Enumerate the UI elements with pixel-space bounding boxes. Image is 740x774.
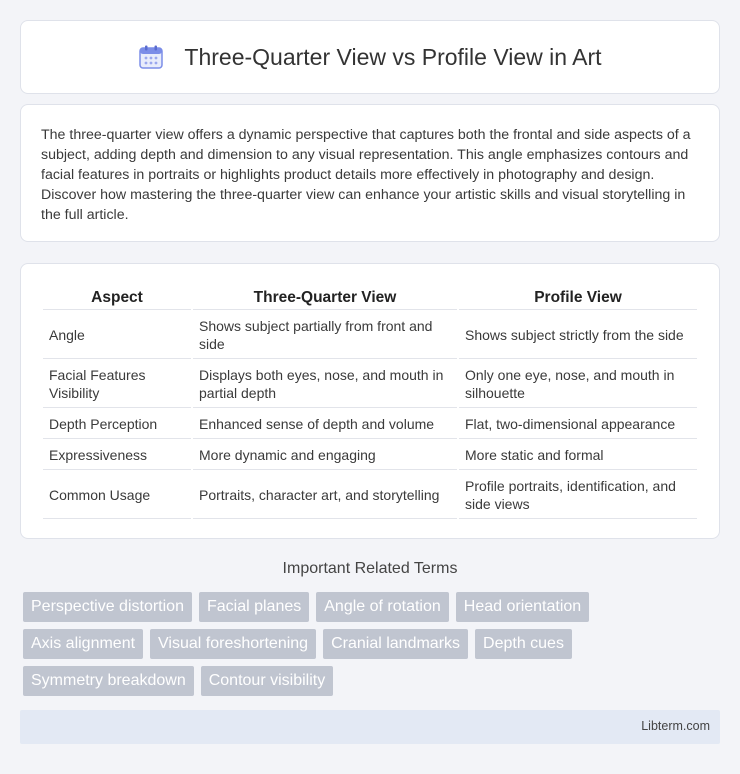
table-cell: Angle: [43, 312, 191, 359]
intro-text: The three-quarter view offers a dynamic perspective that captures both the frontal and side aspects of a subject, adding depth and dimension to any visual representation. This angle emphasizes contours and facial features in portraits or highlights product details more effectively in photography and design. Discover how mastering the three-quarter view can enhance your artistic skills and visual storytelling in the full article.: [41, 127, 691, 223]
table-cell: More static and formal: [459, 441, 697, 470]
term-tag[interactable]: Symmetry breakdown: [23, 666, 194, 696]
table-cell: Flat, two-dimensional appearance: [459, 410, 697, 439]
table-cell: Facial Features Visibility: [43, 361, 191, 408]
term-tag[interactable]: Contour visibility: [201, 666, 333, 696]
table-cell: Only one eye, nose, and mouth in silhouette: [459, 361, 697, 408]
term-tag[interactable]: Visual foreshortening: [150, 629, 316, 659]
table-cell: Shows subject partially from front and side: [193, 312, 457, 359]
comparison-table: [41, 284, 699, 521]
table-cell: Expressiveness: [43, 441, 191, 470]
footer: [20, 710, 720, 744]
term-tag[interactable]: Axis alignment: [23, 629, 143, 659]
term-tag[interactable]: Depth cues: [475, 629, 572, 659]
table-cell: Common Usage: [43, 472, 191, 519]
table-cell: Shows subject strictly from the side: [459, 312, 697, 359]
term-tag[interactable]: Cranial landmarks: [323, 629, 468, 659]
tag-row: [23, 666, 723, 696]
tag-row: [23, 592, 723, 622]
table-row: [43, 472, 697, 519]
table-cell: Depth Perception: [43, 410, 191, 439]
table-cell: Displays both eyes, nose, and mouth in partial depth: [193, 361, 457, 408]
table-header-row: [43, 286, 697, 310]
table-cell: Profile portraits, identification, and side views: [459, 472, 697, 519]
related-terms-heading: Important Related Terms: [282, 560, 458, 577]
comparison-card: [20, 263, 720, 539]
table-row: [43, 312, 697, 359]
page-title: Three-Quarter View vs Profile View in Art: [184, 43, 602, 70]
calendar-icon: [138, 44, 164, 70]
column-header-profile: Profile View: [459, 286, 697, 310]
column-header-aspect: Aspect: [43, 286, 191, 310]
table-row: [43, 441, 697, 470]
intro-card: [20, 104, 720, 242]
table-row: [43, 410, 697, 439]
table-cell: Portraits, character art, and storytelling: [193, 472, 457, 519]
term-tag[interactable]: Angle of rotation: [316, 592, 449, 622]
tag-row: [23, 629, 723, 659]
table-cell: More dynamic and engaging: [193, 441, 457, 470]
term-tag[interactable]: Head orientation: [456, 592, 589, 622]
title-card: [20, 20, 720, 94]
related-terms-list: [23, 592, 723, 703]
footer-site-link[interactable]: Libterm.com: [641, 719, 710, 733]
term-tag[interactable]: Perspective distortion: [23, 592, 192, 622]
table-row: [43, 361, 697, 408]
term-tag[interactable]: Facial planes: [199, 592, 309, 622]
table-cell: Enhanced sense of depth and volume: [193, 410, 457, 439]
column-header-three-quarter: Three-Quarter View: [193, 286, 457, 310]
